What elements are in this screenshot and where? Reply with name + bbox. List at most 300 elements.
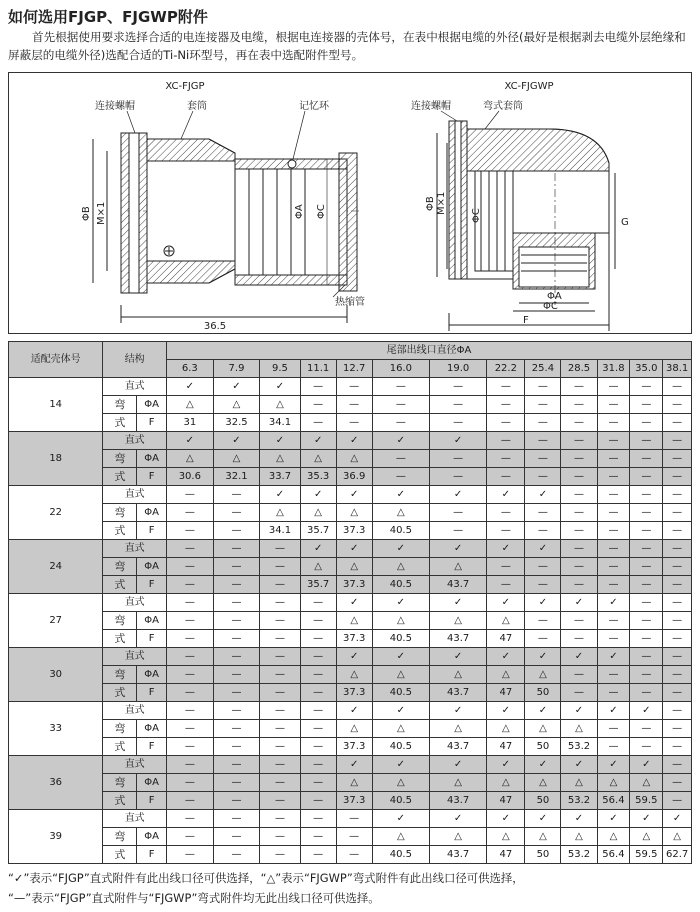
value-cell: △ (300, 504, 336, 522)
header-outlet-diameter: 尾部出线口直径ΦA (167, 342, 692, 360)
structure-label-angled: 弯 (103, 828, 137, 846)
value-cell: △ (300, 450, 336, 468)
value-cell: — (663, 540, 692, 558)
legend-note-2: “—”表示“FJGP”直式附件与“FJGWP”弯式附件均无此出线口径可供选择。 (8, 891, 380, 905)
value-cell: 43.7 (429, 738, 486, 756)
shell-size-cell: 22 (9, 486, 103, 540)
value-cell: ✓ (429, 432, 486, 450)
value-cell: 37.3 (336, 630, 372, 648)
value-cell: ✓ (429, 756, 486, 774)
value-cell: △ (561, 720, 597, 738)
value-cell: — (663, 378, 692, 396)
value-cell: 37.3 (336, 738, 372, 756)
value-cell: 43.7 (429, 684, 486, 702)
value-cell: — (630, 522, 663, 540)
value-cell: — (260, 810, 300, 828)
value-cell: 40.5 (372, 792, 429, 810)
value-cell: — (260, 828, 300, 846)
value-cell: — (597, 504, 630, 522)
table-row (9, 666, 692, 684)
header-shell-size: 适配壳体号 (9, 342, 103, 378)
structure-label-angled: 式 (103, 738, 137, 756)
value-cell: — (167, 720, 214, 738)
value-cell: — (630, 414, 663, 432)
value-cell: — (663, 756, 692, 774)
value-cell: △ (525, 666, 561, 684)
value-cell: — (597, 378, 630, 396)
value-cell: — (663, 558, 692, 576)
value-cell: — (300, 738, 336, 756)
table-row (9, 540, 692, 558)
table-row (9, 576, 692, 594)
value-cell: — (630, 720, 663, 738)
dim-phiB-left: ΦB (81, 206, 92, 221)
value-cell: — (213, 612, 260, 630)
diameter-header-cell: 6.3 (167, 360, 214, 378)
value-cell: 59.5 (630, 792, 663, 810)
structure-label-angled: 弯 (103, 612, 137, 630)
structure-sublabel: F (137, 738, 167, 756)
value-cell: △ (429, 720, 486, 738)
value-cell: — (336, 414, 372, 432)
value-cell: ✓ (525, 540, 561, 558)
value-cell: — (260, 684, 300, 702)
value-cell: ✓ (336, 486, 372, 504)
value-cell: 34.1 (260, 522, 300, 540)
structure-label-straight: 直式 (103, 702, 167, 720)
value-cell: — (487, 450, 525, 468)
value-cell: ✓ (372, 540, 429, 558)
value-cell: △ (429, 774, 486, 792)
value-cell: — (260, 774, 300, 792)
value-cell: — (300, 828, 336, 846)
value-cell: ✓ (372, 594, 429, 612)
value-cell: — (300, 774, 336, 792)
value-cell: △ (372, 666, 429, 684)
value-cell: — (213, 504, 260, 522)
value-cell: — (372, 414, 429, 432)
structure-label-angled: 式 (103, 846, 137, 864)
value-cell: — (213, 810, 260, 828)
value-cell: — (300, 396, 336, 414)
value-cell: — (260, 792, 300, 810)
table-row (9, 558, 692, 576)
value-cell: — (213, 774, 260, 792)
value-cell: — (167, 810, 214, 828)
value-cell: ✓ (487, 594, 525, 612)
value-cell: — (597, 612, 630, 630)
value-cell: — (525, 504, 561, 522)
diameter-header-cell: 19.0 (429, 360, 486, 378)
value-cell: ✓ (487, 486, 525, 504)
value-cell: — (561, 486, 597, 504)
table-row (9, 792, 692, 810)
value-cell: — (429, 522, 486, 540)
value-cell: — (525, 522, 561, 540)
value-cell: 40.5 (372, 684, 429, 702)
structure-label-angled: 弯 (103, 666, 137, 684)
value-cell: — (597, 522, 630, 540)
value-cell: ✓ (429, 594, 486, 612)
value-cell: ✓ (213, 378, 260, 396)
value-cell: △ (372, 720, 429, 738)
table-row (9, 828, 692, 846)
value-cell: — (597, 720, 630, 738)
value-cell: △ (336, 612, 372, 630)
value-cell: — (260, 648, 300, 666)
structure-label-angled: 式 (103, 468, 137, 486)
value-cell: △ (372, 504, 429, 522)
value-cell: ✓ (630, 702, 663, 720)
value-cell: — (525, 576, 561, 594)
value-cell: ✓ (213, 432, 260, 450)
value-cell: — (630, 612, 663, 630)
value-cell: △ (336, 558, 372, 576)
value-cell: — (561, 576, 597, 594)
value-cell: △ (300, 558, 336, 576)
value-cell: — (630, 450, 663, 468)
table-row (9, 738, 692, 756)
value-cell: — (487, 558, 525, 576)
value-cell: — (663, 486, 692, 504)
value-cell: — (597, 684, 630, 702)
value-cell: ✓ (372, 756, 429, 774)
value-cell: — (525, 414, 561, 432)
table-row (9, 432, 692, 450)
structure-sublabel: ΦA (137, 558, 167, 576)
value-cell: — (597, 630, 630, 648)
value-cell: ✓ (663, 810, 692, 828)
value-cell: — (663, 630, 692, 648)
value-cell: — (260, 612, 300, 630)
value-cell: ✓ (525, 594, 561, 612)
value-cell: 43.7 (429, 846, 486, 864)
value-cell: △ (336, 666, 372, 684)
value-cell: — (213, 648, 260, 666)
table-row (9, 720, 692, 738)
value-cell: △ (487, 666, 525, 684)
value-cell: — (300, 630, 336, 648)
value-cell: — (561, 558, 597, 576)
value-cell: △ (167, 450, 214, 468)
structure-sublabel: ΦA (137, 504, 167, 522)
value-cell: △ (561, 774, 597, 792)
left-drawing-title: XC-FJGP (165, 81, 205, 92)
value-cell: ✓ (336, 540, 372, 558)
value-cell: ✓ (561, 810, 597, 828)
value-cell: — (561, 396, 597, 414)
value-cell: — (487, 468, 525, 486)
value-cell: — (597, 738, 630, 756)
value-cell: — (663, 576, 692, 594)
structure-label-angled: 式 (103, 630, 137, 648)
value-cell: ✓ (525, 702, 561, 720)
value-cell: ✓ (167, 432, 214, 450)
diameter-header-cell: 16.0 (372, 360, 429, 378)
structure-label-angled: 弯 (103, 450, 137, 468)
value-cell: — (630, 486, 663, 504)
value-cell: — (630, 738, 663, 756)
value-cell: — (630, 666, 663, 684)
value-cell: — (561, 504, 597, 522)
value-cell: — (429, 414, 486, 432)
value-cell: ✓ (336, 594, 372, 612)
value-cell: △ (630, 828, 663, 846)
value-cell: — (561, 450, 597, 468)
value-cell: ✓ (372, 648, 429, 666)
value-cell: ✓ (336, 702, 372, 720)
value-cell: 43.7 (429, 630, 486, 648)
value-cell: — (561, 468, 597, 486)
value-cell: ✓ (336, 756, 372, 774)
value-cell: — (167, 702, 214, 720)
value-cell: — (260, 540, 300, 558)
value-cell: ✓ (429, 540, 486, 558)
value-cell: 32.1 (213, 468, 260, 486)
value-cell: — (597, 540, 630, 558)
value-cell: △ (597, 774, 630, 792)
value-cell: — (213, 576, 260, 594)
table-row (9, 486, 692, 504)
value-cell: ✓ (597, 756, 630, 774)
structure-label-angled: 弯 (103, 504, 137, 522)
value-cell: — (167, 504, 214, 522)
structure-label-straight: 直式 (103, 540, 167, 558)
value-cell: — (300, 792, 336, 810)
value-cell: — (260, 702, 300, 720)
value-cell: — (487, 504, 525, 522)
shell-size-cell: 14 (9, 378, 103, 432)
value-cell: ✓ (597, 702, 630, 720)
value-cell: — (260, 738, 300, 756)
structure-sublabel: F (137, 522, 167, 540)
value-cell: 62.7 (663, 846, 692, 864)
value-cell: — (300, 810, 336, 828)
structure-label-angled: 弯 (103, 774, 137, 792)
value-cell: △ (213, 396, 260, 414)
value-cell: — (336, 846, 372, 864)
value-cell: — (300, 846, 336, 864)
value-cell: — (300, 702, 336, 720)
structure-label-angled: 式 (103, 414, 137, 432)
value-cell: ✓ (487, 702, 525, 720)
value-cell: — (260, 720, 300, 738)
value-cell: ✓ (429, 648, 486, 666)
structure-label-angled: 式 (103, 576, 137, 594)
value-cell: — (429, 504, 486, 522)
value-cell: △ (260, 504, 300, 522)
value-cell: ✓ (487, 540, 525, 558)
value-cell: — (260, 756, 300, 774)
value-cell: — (213, 702, 260, 720)
value-cell: — (630, 540, 663, 558)
value-cell: — (630, 468, 663, 486)
value-cell: — (213, 720, 260, 738)
value-cell: ✓ (260, 486, 300, 504)
structure-sublabel: F (137, 576, 167, 594)
value-cell: — (525, 378, 561, 396)
shell-size-cell: 30 (9, 648, 103, 702)
value-cell: 40.5 (372, 576, 429, 594)
value-cell: 37.3 (336, 522, 372, 540)
value-cell: — (260, 594, 300, 612)
value-cell: — (336, 828, 372, 846)
table-row (9, 468, 692, 486)
value-cell: 35.3 (300, 468, 336, 486)
structure-sublabel: ΦA (137, 774, 167, 792)
value-cell: — (213, 756, 260, 774)
value-cell: — (372, 378, 429, 396)
value-cell: — (300, 594, 336, 612)
value-cell: — (487, 414, 525, 432)
value-cell: — (487, 396, 525, 414)
value-cell: 43.7 (429, 576, 486, 594)
value-cell: — (663, 612, 692, 630)
value-cell: 50 (525, 846, 561, 864)
value-cell: △ (429, 558, 486, 576)
dim-length: 36.5 (203, 321, 227, 332)
value-cell: — (213, 522, 260, 540)
value-cell: — (663, 774, 692, 792)
diameter-header-cell: 11.1 (300, 360, 336, 378)
value-cell: — (167, 828, 214, 846)
structure-sublabel: F (137, 684, 167, 702)
structure-label-angled: 式 (103, 792, 137, 810)
value-cell: ✓ (630, 756, 663, 774)
value-cell: △ (167, 396, 214, 414)
value-cell: 33.7 (260, 468, 300, 486)
value-cell: — (300, 648, 336, 666)
structure-label-angled: 式 (103, 684, 137, 702)
header-structure: 结构 (103, 342, 167, 378)
value-cell: — (213, 828, 260, 846)
value-cell: — (663, 396, 692, 414)
structure-label-angled: 弯 (103, 720, 137, 738)
value-cell: — (630, 504, 663, 522)
value-cell: — (561, 684, 597, 702)
value-cell: △ (487, 774, 525, 792)
structure-label-straight: 直式 (103, 756, 167, 774)
value-cell: — (663, 792, 692, 810)
value-cell: — (260, 558, 300, 576)
value-cell: — (597, 432, 630, 450)
value-cell: — (213, 630, 260, 648)
value-cell: — (300, 378, 336, 396)
value-cell: ✓ (487, 648, 525, 666)
value-cell: △ (372, 612, 429, 630)
structure-sublabel: F (137, 468, 167, 486)
dim-G: G (621, 217, 629, 228)
value-cell: — (167, 576, 214, 594)
dim-mx1-right: M×1 (436, 191, 447, 215)
diameter-header-cell: 38.1 (663, 360, 692, 378)
value-cell: ✓ (561, 594, 597, 612)
compatibility-table (8, 341, 692, 864)
value-cell: — (300, 414, 336, 432)
value-cell: — (597, 414, 630, 432)
label-memory-ring: 记忆环 (299, 101, 329, 112)
table-row (9, 702, 692, 720)
structure-sublabel: F (137, 792, 167, 810)
value-cell: — (630, 432, 663, 450)
value-cell: — (336, 378, 372, 396)
value-cell: — (372, 468, 429, 486)
dim-F: F (523, 315, 529, 326)
value-cell: ✓ (260, 432, 300, 450)
diameter-header-cell: 28.5 (561, 360, 597, 378)
value-cell: — (167, 738, 214, 756)
shell-size-cell: 27 (9, 594, 103, 648)
dim-phiC-left: ΦC (316, 204, 327, 219)
structure-sublabel: ΦA (137, 666, 167, 684)
structure-label-straight: 直式 (103, 432, 167, 450)
dim-phiC-small-right: ΦC (471, 208, 482, 223)
value-cell: — (663, 432, 692, 450)
value-cell: ✓ (260, 378, 300, 396)
value-cell: 50 (525, 792, 561, 810)
value-cell: — (630, 396, 663, 414)
structure-label-straight: 直式 (103, 486, 167, 504)
table-row (9, 612, 692, 630)
table-row (9, 504, 692, 522)
page-title: 如何选用FJGP、FJGWP附件 (8, 8, 208, 26)
shell-size-cell: 33 (9, 702, 103, 756)
value-cell: — (213, 540, 260, 558)
value-cell: ✓ (167, 378, 214, 396)
diameter-header-cell: 35.0 (630, 360, 663, 378)
shell-size-cell: 36 (9, 756, 103, 810)
value-cell: — (300, 684, 336, 702)
value-cell: △ (336, 504, 372, 522)
value-cell: — (167, 630, 214, 648)
value-cell: — (561, 414, 597, 432)
dim-phiC-right: ΦC (543, 301, 558, 312)
value-cell: — (663, 450, 692, 468)
value-cell: ✓ (630, 810, 663, 828)
value-cell: — (663, 504, 692, 522)
value-cell: — (167, 486, 214, 504)
diameter-header-cell: 22.2 (487, 360, 525, 378)
value-cell: △ (561, 828, 597, 846)
label-coupling-nut-right: 连接螺帽 (411, 101, 451, 112)
value-cell: △ (336, 774, 372, 792)
value-cell: — (167, 666, 214, 684)
value-cell: — (260, 666, 300, 684)
diameter-header-cell: 9.5 (260, 360, 300, 378)
value-cell: — (429, 468, 486, 486)
value-cell: △ (372, 828, 429, 846)
value-cell: ✓ (525, 486, 561, 504)
structure-sublabel: F (137, 846, 167, 864)
value-cell: ✓ (597, 810, 630, 828)
value-cell: — (597, 450, 630, 468)
value-cell: 56.4 (597, 846, 630, 864)
value-cell: △ (487, 720, 525, 738)
value-cell: 47 (487, 846, 525, 864)
value-cell: 40.5 (372, 630, 429, 648)
value-cell: ✓ (300, 540, 336, 558)
value-cell: 56.4 (597, 792, 630, 810)
value-cell: — (663, 648, 692, 666)
value-cell: △ (487, 828, 525, 846)
structure-label-angled: 弯 (103, 558, 137, 576)
value-cell: 31 (167, 414, 214, 432)
value-cell: ✓ (429, 702, 486, 720)
value-cell: ✓ (372, 810, 429, 828)
value-cell: — (597, 558, 630, 576)
value-cell: — (167, 522, 214, 540)
value-cell: — (630, 576, 663, 594)
